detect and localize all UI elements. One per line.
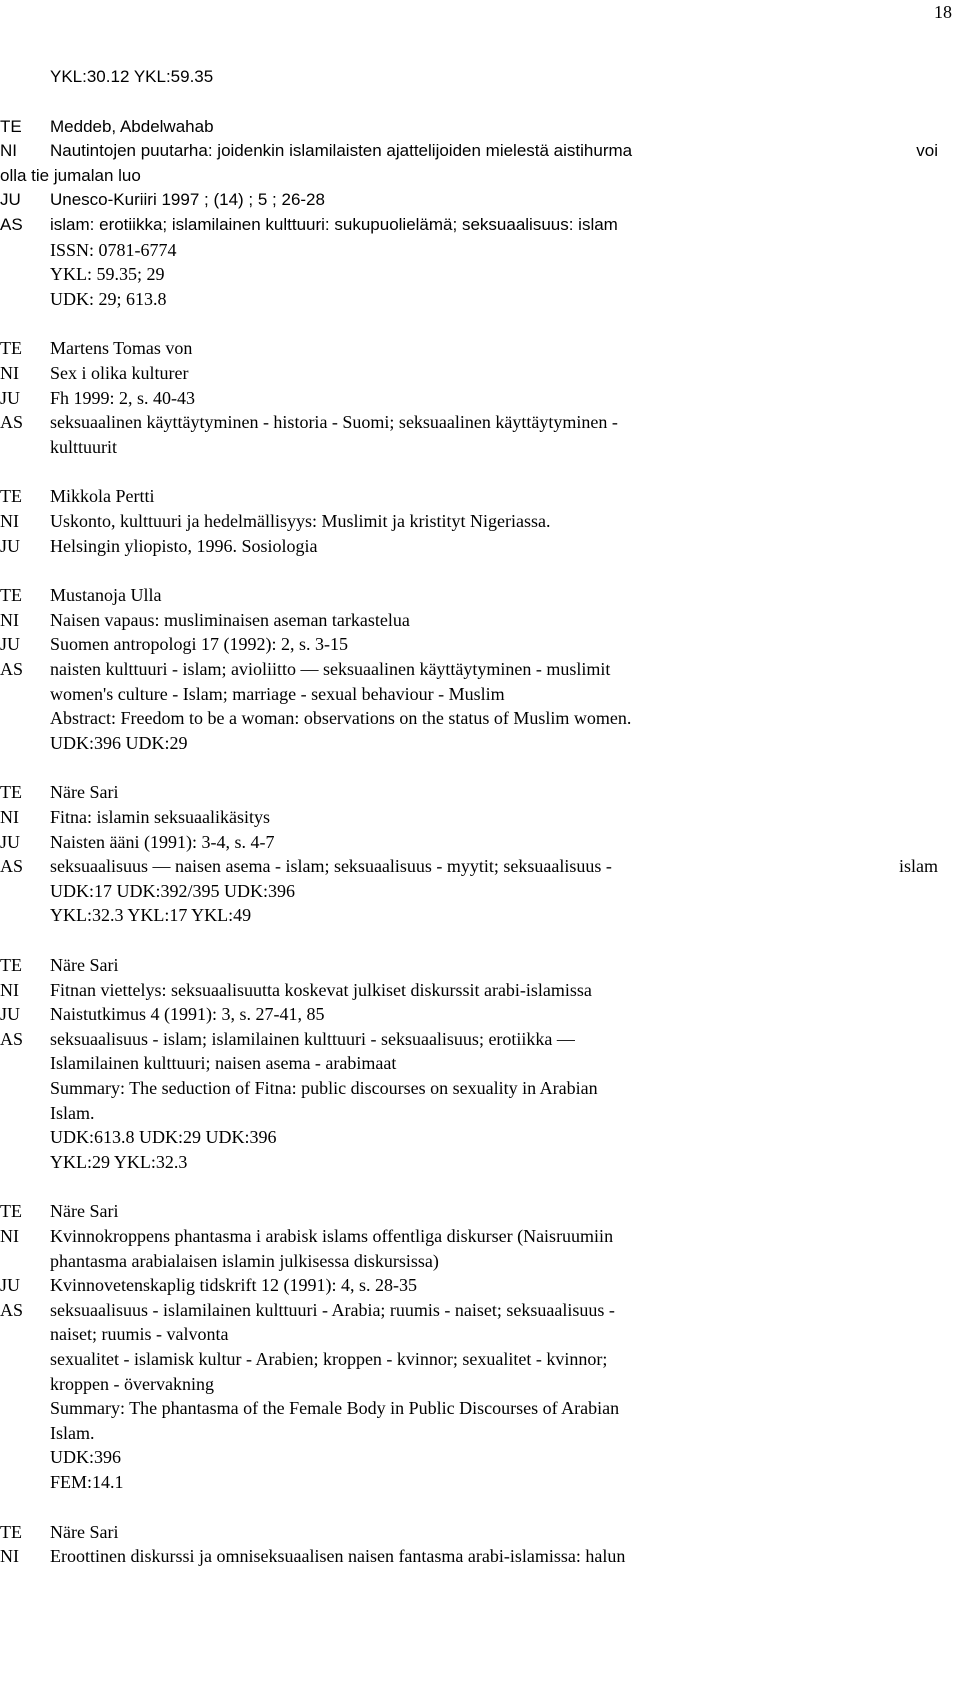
entry-line	[0, 607, 960, 633]
field-tag: TE	[0, 782, 22, 803]
entry-line	[0, 705, 960, 731]
entry-line	[0, 1469, 960, 1495]
field-text: FEM:14.1	[50, 1472, 124, 1492]
field-tag: NI	[0, 141, 17, 161]
entry-line	[0, 977, 960, 1003]
field-text: Martens Tomas von	[50, 338, 193, 359]
field-text: Meddeb, Abdelwahab	[50, 116, 214, 136]
field-text: Näre Sari	[50, 782, 119, 803]
entry-line	[0, 187, 960, 213]
entry-line	[0, 1444, 960, 1470]
field-text: UDK: 29; 613.8	[50, 288, 167, 309]
entry-line	[0, 730, 960, 756]
field-text: women's culture - Islam; marriage - sexual behaviour - Muslim	[50, 683, 505, 704]
field-text-overflow: islam	[899, 856, 938, 877]
entry-line	[0, 1124, 960, 1150]
field-tag: JU	[0, 387, 21, 408]
entry-line	[0, 1346, 960, 1372]
entry-line	[0, 829, 960, 855]
field-text: kulttuurit	[50, 436, 117, 457]
entry-line	[0, 434, 960, 460]
field-text: Fh 1999: 2, s. 40-43	[50, 387, 196, 408]
field-text: UDK:613.8 UDK:29 UDK:396	[50, 1127, 277, 1148]
field-tag: TE	[0, 116, 22, 136]
field-text: Naisten ääni (1991): 3-4, s. 4-7	[50, 831, 275, 852]
field-text: naisten kulttuuri - islam; avioliitto — seksuaalinen käyttäytyminen - muslimit	[50, 659, 611, 679]
field-tag: AS	[0, 1028, 24, 1049]
entry-line	[0, 804, 960, 830]
field-text: Fitnan viettelys: seksuaalisuutta koskevat julkiset diskurssit arabi-islamissa	[50, 979, 592, 1000]
field-tag: JU	[0, 190, 21, 210]
field-text: Fitna: islamin seksuaalikäsitys	[50, 807, 270, 827]
entry-line	[0, 237, 960, 263]
entry-line	[0, 902, 960, 928]
entry-line	[0, 335, 960, 361]
entry-line	[0, 409, 960, 435]
entry-line	[0, 681, 960, 707]
field-text: seksuaalisuus — naisen asema - islam; seksuaalisuus - myytit; seksuaalisuus -	[50, 856, 612, 877]
entry-line	[0, 1420, 960, 1446]
header-line	[0, 64, 960, 90]
field-tag: JU	[0, 1275, 21, 1296]
field-tag: TE	[0, 1201, 22, 1222]
entry-line	[0, 1198, 960, 1224]
field-text: Näre Sari	[50, 1201, 119, 1222]
field-tag: NI	[0, 511, 19, 531]
entry-line	[0, 1519, 960, 1545]
entry-line	[0, 1395, 960, 1421]
field-text: naiset; ruumis - valvonta	[50, 1324, 229, 1345]
entry-line	[0, 1075, 960, 1101]
entry-line	[0, 508, 960, 534]
field-tag: NI	[0, 1546, 19, 1567]
entry-line	[0, 1026, 960, 1052]
field-tag: NI	[0, 807, 19, 827]
field-text: YKL: 59.35; 29	[50, 264, 165, 285]
entry-line	[0, 656, 960, 682]
field-tag: NI	[0, 363, 19, 383]
field-tag: TE	[0, 338, 22, 359]
field-tag: AS	[0, 659, 24, 679]
entry-line	[0, 163, 960, 189]
entry-line	[0, 878, 960, 904]
field-text: UDK:17 UDK:392/395 UDK:396	[50, 880, 295, 901]
field-tag: AS	[0, 1299, 24, 1320]
field-text: Islam.	[50, 1102, 95, 1123]
field-text: Mikkola Pertti	[50, 486, 155, 507]
entry-line	[0, 1001, 960, 1027]
entry-line	[0, 1272, 960, 1298]
field-text: Uskonto, kulttuuri ja hedelmällisyys: Muslimit ja kristityt Nigeriassa.	[50, 511, 551, 531]
field-tag: NI	[0, 1226, 19, 1246]
field-text: Abstract: Freedom to be a woman: observations on the status of Muslim women.	[50, 708, 632, 729]
field-text: Kvinnovetenskaplig tidskrift 12 (1991): 4, s. 28-35	[50, 1275, 417, 1296]
entry-line	[0, 1543, 960, 1569]
field-text: islam: erotiikka; islamilainen kulttuuri: sukupuolielämä; seksuaalisuus: islam	[50, 215, 618, 234]
field-tag: JU	[0, 535, 21, 556]
field-text: UDK:396 UDK:29	[50, 732, 188, 753]
field-text: phantasma arabialaisen islamin julkisessa diskursissa)	[50, 1250, 439, 1271]
entry-line	[0, 1371, 960, 1397]
field-text: Nautintojen puutarha: joidenkin islamilaisten ajattelijoiden mielestä aistihurma	[50, 141, 633, 161]
field-text: seksuaalisuus - islam; islamilainen kulttuuri - seksuaalisuus; erotiikka —	[50, 1028, 575, 1049]
field-text: Näre Sari	[50, 1521, 119, 1542]
field-tag: JU	[0, 1004, 21, 1025]
field-text-overflow: voi	[916, 141, 938, 161]
entry-line	[0, 1100, 960, 1126]
entry-line	[0, 212, 960, 238]
entry-line	[0, 261, 960, 287]
field-text: olla tie jumalan luo	[0, 165, 141, 185]
entry-line	[0, 779, 960, 805]
entry-line	[0, 483, 960, 509]
entry-line	[0, 1297, 960, 1323]
field-text: sexualitet - islamisk kultur - Arabien; kroppen - kvinnor; sexualitet - kvinnor;	[50, 1349, 608, 1369]
entry-line	[0, 1248, 960, 1274]
entry-line	[0, 582, 960, 608]
field-text: YKL:29 YKL:32.3	[50, 1151, 188, 1172]
field-text: seksuaalisuus - islamilainen kulttuuri - Arabia; ruumis - naiset; seksuaalisuus -	[50, 1299, 615, 1320]
field-text: Islamilainen kulttuuri; naisen asema - arabimaat	[50, 1053, 397, 1074]
field-text: Mustanoja Ulla	[50, 585, 162, 606]
field-text: Näre Sari	[50, 955, 119, 975]
field-text: ISSN: 0781-6774	[50, 239, 177, 260]
entry-line	[0, 1050, 960, 1076]
field-text: UDK:396	[50, 1447, 121, 1468]
entry-line	[0, 114, 960, 140]
entry-line	[0, 1149, 960, 1175]
entry-line	[0, 286, 960, 312]
header-line-text: YKL:30.12 YKL:59.35	[50, 67, 214, 86]
field-text: Islam.	[50, 1422, 95, 1443]
field-text: Summary: The phantasma of the Female Body in Public Discourses of Arabian	[50, 1398, 620, 1419]
field-text: Eroottinen diskurssi ja omniseksuaalisen naisen fantasma arabi-islamissa: halun	[50, 1546, 626, 1567]
field-tag: AS	[0, 856, 24, 877]
field-text: seksuaalinen käyttäytyminen - historia - Suomi; seksuaalinen käyttäytyminen -	[50, 412, 618, 433]
field-text: Naisen vapaus: musliminaisen aseman tarkastelua	[50, 609, 410, 630]
entry-line	[0, 138, 960, 164]
field-text: kroppen - övervakning	[50, 1373, 214, 1394]
field-text: Kvinnokroppens phantasma i arabisk islams offentliga diskurser (Naisruumiin	[50, 1226, 614, 1246]
field-tag: AS	[0, 215, 23, 234]
entry-line	[0, 533, 960, 559]
field-tag: JU	[0, 634, 21, 655]
entry-line	[0, 385, 960, 411]
field-text: Unesco-Kuriiri 1997 ; (14) ; 5 ; 26-28	[50, 190, 325, 210]
field-tag: NI	[0, 609, 19, 630]
page-number: 18	[934, 2, 952, 22]
field-text: Summary: The seduction of Fitna: public discourses on sexuality in Arabian	[50, 1078, 598, 1098]
entry-line	[0, 1223, 960, 1249]
field-text: Naistutkimus 4 (1991): 3, s. 27-41, 85	[50, 1004, 325, 1025]
field-tag: NI	[0, 979, 19, 1000]
field-text: Sex i olika kulturer	[50, 363, 189, 383]
field-tag: TE	[0, 486, 22, 507]
entry-line	[0, 631, 960, 657]
field-text: Suomen antropologi 17 (1992): 2, s. 3-15	[50, 634, 348, 655]
field-tag: TE	[0, 1521, 22, 1542]
field-text: YKL:32.3 YKL:17 YKL:49	[50, 905, 252, 926]
entry-line	[0, 952, 960, 978]
entry-line	[0, 1321, 960, 1347]
field-tag: JU	[0, 831, 21, 852]
entry-line	[0, 853, 960, 879]
field-tag: TE	[0, 955, 22, 975]
field-tag: AS	[0, 412, 24, 433]
field-tag: TE	[0, 585, 22, 606]
field-text: Helsingin yliopisto, 1996. Sosiologia	[50, 535, 318, 556]
entry-line	[0, 360, 960, 386]
